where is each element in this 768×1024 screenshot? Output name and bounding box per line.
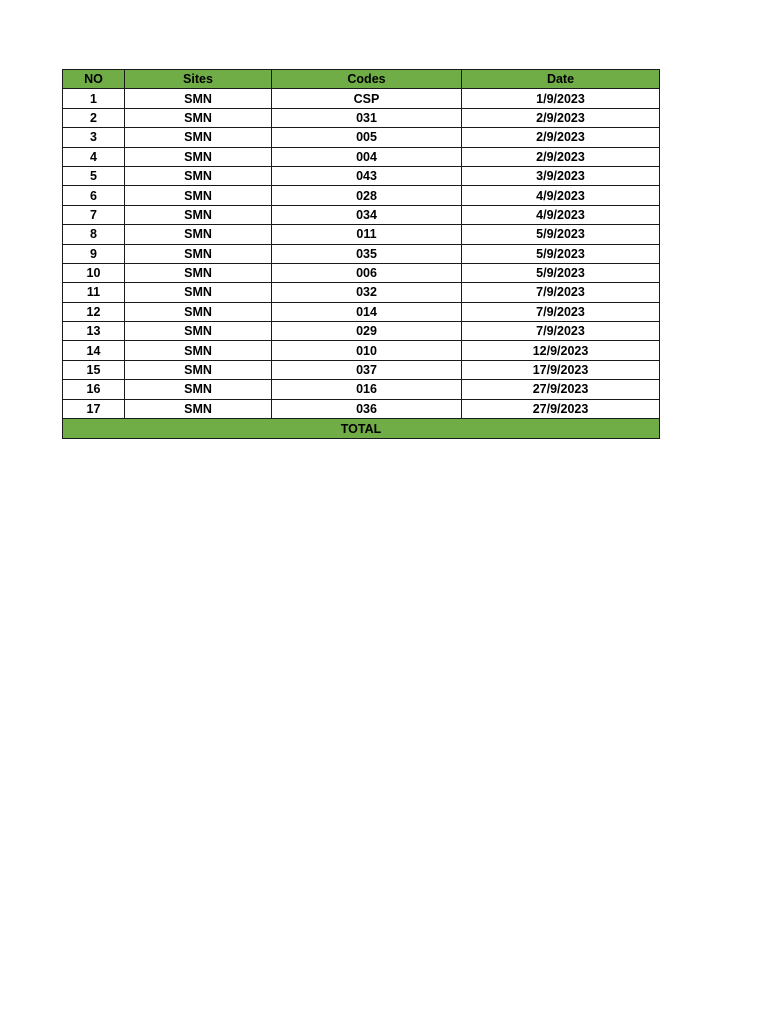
- table-row: [63, 399, 660, 418]
- cell-date[interactable]: 12/9/2023: [462, 341, 660, 360]
- cell-date[interactable]: 7/9/2023: [462, 283, 660, 302]
- table-row: [63, 108, 660, 127]
- cell-no[interactable]: 9: [63, 244, 125, 263]
- cell-code[interactable]: 043: [272, 166, 462, 185]
- cell-site[interactable]: SMN: [125, 205, 272, 224]
- cell-site[interactable]: SMN: [125, 399, 272, 418]
- header-codes[interactable]: Codes: [272, 70, 462, 89]
- cell-date[interactable]: 2/9/2023: [462, 108, 660, 127]
- cell-code[interactable]: 004: [272, 147, 462, 166]
- cell-date[interactable]: 5/9/2023: [462, 244, 660, 263]
- table-row: [63, 341, 660, 360]
- cell-site[interactable]: SMN: [125, 263, 272, 282]
- cell-site[interactable]: SMN: [125, 302, 272, 321]
- cell-code[interactable]: CSP: [272, 89, 462, 108]
- cell-site[interactable]: SMN: [125, 128, 272, 147]
- cell-date[interactable]: 5/9/2023: [462, 225, 660, 244]
- header-date[interactable]: Date: [462, 70, 660, 89]
- cell-no[interactable]: 4: [63, 147, 125, 166]
- table-row: [63, 89, 660, 108]
- table-row: [63, 244, 660, 263]
- cell-code[interactable]: 010: [272, 341, 462, 360]
- cell-no[interactable]: 17: [63, 399, 125, 418]
- table-row: [63, 360, 660, 379]
- table-header: [63, 70, 660, 89]
- cell-code[interactable]: 034: [272, 205, 462, 224]
- cell-no[interactable]: 5: [63, 166, 125, 185]
- cell-site[interactable]: SMN: [125, 360, 272, 379]
- cell-no[interactable]: 1: [63, 89, 125, 108]
- table-row: [63, 283, 660, 302]
- table-row: [63, 263, 660, 282]
- table-row: [63, 205, 660, 224]
- table-row: [63, 380, 660, 399]
- cell-site[interactable]: SMN: [125, 322, 272, 341]
- cell-no[interactable]: 12: [63, 302, 125, 321]
- sites-codes-table: [62, 69, 660, 439]
- cell-no[interactable]: 6: [63, 186, 125, 205]
- cell-site[interactable]: SMN: [125, 108, 272, 127]
- cell-date[interactable]: 2/9/2023: [462, 147, 660, 166]
- cell-date[interactable]: 2/9/2023: [462, 128, 660, 147]
- cell-site[interactable]: SMN: [125, 341, 272, 360]
- cell-date[interactable]: 3/9/2023: [462, 166, 660, 185]
- cell-code[interactable]: 005: [272, 128, 462, 147]
- cell-date[interactable]: 5/9/2023: [462, 263, 660, 282]
- cell-no[interactable]: 7: [63, 205, 125, 224]
- cell-no[interactable]: 13: [63, 322, 125, 341]
- cell-no[interactable]: 11: [63, 283, 125, 302]
- cell-code[interactable]: 029: [272, 322, 462, 341]
- cell-code[interactable]: 014: [272, 302, 462, 321]
- cell-date[interactable]: 4/9/2023: [462, 186, 660, 205]
- table-body: [63, 89, 660, 419]
- header-sites[interactable]: Sites: [125, 70, 272, 89]
- cell-code[interactable]: 035: [272, 244, 462, 263]
- table-row: [63, 302, 660, 321]
- table-row: [63, 166, 660, 185]
- cell-date[interactable]: 7/9/2023: [462, 302, 660, 321]
- cell-site[interactable]: SMN: [125, 244, 272, 263]
- cell-site[interactable]: SMN: [125, 283, 272, 302]
- cell-site[interactable]: SMN: [125, 147, 272, 166]
- cell-date[interactable]: 4/9/2023: [462, 205, 660, 224]
- cell-date[interactable]: 27/9/2023: [462, 380, 660, 399]
- cell-no[interactable]: 10: [63, 263, 125, 282]
- cell-no[interactable]: 3: [63, 128, 125, 147]
- cell-no[interactable]: 16: [63, 380, 125, 399]
- cell-code[interactable]: 006: [272, 263, 462, 282]
- header-no[interactable]: NO: [63, 70, 125, 89]
- cell-code[interactable]: 037: [272, 360, 462, 379]
- cell-date[interactable]: 17/9/2023: [462, 360, 660, 379]
- table-row: [63, 322, 660, 341]
- cell-no[interactable]: 8: [63, 225, 125, 244]
- cell-date[interactable]: 1/9/2023: [462, 89, 660, 108]
- cell-date[interactable]: 27/9/2023: [462, 399, 660, 418]
- cell-code[interactable]: 028: [272, 186, 462, 205]
- cell-site[interactable]: SMN: [125, 225, 272, 244]
- cell-code[interactable]: 031: [272, 108, 462, 127]
- cell-site[interactable]: SMN: [125, 166, 272, 185]
- table-footer: [63, 419, 660, 439]
- spreadsheet-page: [62, 69, 659, 439]
- cell-no[interactable]: 2: [63, 108, 125, 127]
- cell-date[interactable]: 7/9/2023: [462, 322, 660, 341]
- table-row: [63, 128, 660, 147]
- cell-code[interactable]: 016: [272, 380, 462, 399]
- table-row: [63, 225, 660, 244]
- cell-code[interactable]: 036: [272, 399, 462, 418]
- table-row: [63, 147, 660, 166]
- table-row: [63, 186, 660, 205]
- cell-code[interactable]: 011: [272, 225, 462, 244]
- cell-no[interactable]: 14: [63, 341, 125, 360]
- cell-no[interactable]: 15: [63, 360, 125, 379]
- cell-code[interactable]: 032: [272, 283, 462, 302]
- header-row: [63, 70, 660, 89]
- total-label[interactable]: TOTAL: [63, 419, 660, 439]
- total-row: [63, 419, 660, 439]
- cell-site[interactable]: SMN: [125, 186, 272, 205]
- cell-site[interactable]: SMN: [125, 89, 272, 108]
- cell-site[interactable]: SMN: [125, 380, 272, 399]
